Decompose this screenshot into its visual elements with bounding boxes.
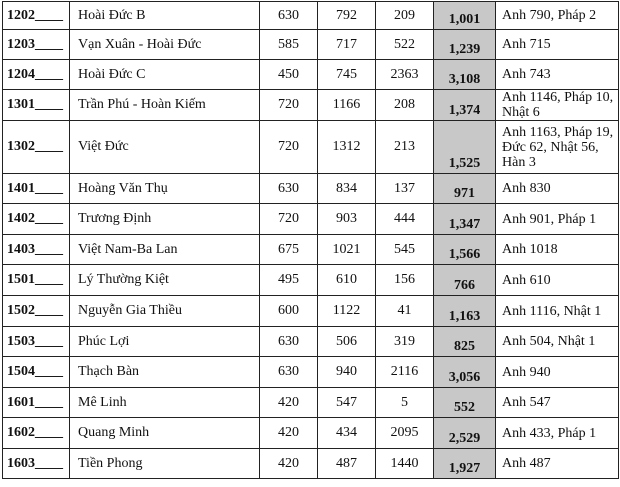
quota-cell: 630 (260, 357, 318, 388)
quota-cell: 450 (260, 60, 318, 90)
language-cell: Anh 433, Pháp 1 (496, 418, 619, 449)
school-code: 1502____ (3, 296, 70, 327)
total-cell: 1,927 (434, 449, 496, 479)
quota-cell: 420 (260, 449, 318, 479)
language-cell: Anh 715 (496, 30, 619, 60)
total-cell: 3,056 (434, 357, 496, 388)
school-code: 1204____ (3, 60, 70, 90)
language-cell: Anh 547 (496, 388, 619, 418)
second-choice-cell: 2095 (376, 418, 434, 449)
school-code: 1504____ (3, 357, 70, 388)
quota-cell: 600 (260, 296, 318, 327)
total-cell: 1,347 (434, 204, 496, 235)
quota-cell: 630 (260, 2, 318, 30)
second-choice-cell: 5 (376, 388, 434, 418)
registered-cell: 1021 (318, 235, 376, 265)
school-code: 1503____ (3, 327, 70, 357)
second-choice-cell: 209 (376, 2, 434, 30)
school-name: Trương Định (70, 204, 260, 235)
second-choice-cell: 137 (376, 174, 434, 204)
total-cell: 1,239 (434, 30, 496, 60)
table-row (3, 174, 619, 204)
table-row (3, 30, 619, 60)
language-cell: Anh 743 (496, 60, 619, 90)
total-cell: 2,529 (434, 418, 496, 449)
quota-cell: 720 (260, 90, 318, 121)
total-cell: 971 (434, 174, 496, 204)
language-cell: Anh 610 (496, 265, 619, 296)
registered-cell: 547 (318, 388, 376, 418)
total-cell: 825 (434, 327, 496, 357)
registered-cell: 903 (318, 204, 376, 235)
language-cell: Anh 1116, Nhật 1 (496, 296, 619, 327)
school-code: 1302____ (3, 121, 70, 174)
school-code: 1301____ (3, 90, 70, 121)
language-cell: Anh 1018 (496, 235, 619, 265)
school-code: 1601____ (3, 388, 70, 418)
language-cell: Anh 790, Pháp 2 (496, 2, 619, 30)
second-choice-cell: 41 (376, 296, 434, 327)
table-row (3, 418, 619, 449)
second-choice-cell: 444 (376, 204, 434, 235)
quota-cell: 420 (260, 418, 318, 449)
quota-cell: 720 (260, 121, 318, 174)
school-name: Việt Nam-Ba Lan (70, 235, 260, 265)
school-name: Phúc Lợi (70, 327, 260, 357)
registered-cell: 434 (318, 418, 376, 449)
quota-cell: 675 (260, 235, 318, 265)
quota-cell: 630 (260, 174, 318, 204)
registered-cell: 1122 (318, 296, 376, 327)
quota-cell: 720 (260, 204, 318, 235)
table-row (3, 90, 619, 121)
table-row (3, 449, 619, 479)
second-choice-cell: 319 (376, 327, 434, 357)
school-name: Hoài Đức B (70, 2, 260, 30)
quota-cell: 420 (260, 388, 318, 418)
school-name: Tiền Phong (70, 449, 260, 479)
registered-cell: 506 (318, 327, 376, 357)
registered-cell: 487 (318, 449, 376, 479)
language-cell: Anh 504, Nhật 1 (496, 327, 619, 357)
language-cell: Anh 1163, Pháp 19, Đức 62, Nhật 56, Hàn 3 (496, 121, 619, 174)
school-code: 1602____ (3, 418, 70, 449)
registered-cell: 792 (318, 2, 376, 30)
total-cell: 1,525 (434, 121, 496, 174)
table-row (3, 327, 619, 357)
table-row (3, 60, 619, 90)
school-code: 1402____ (3, 204, 70, 235)
quota-cell: 630 (260, 327, 318, 357)
school-code: 1203____ (3, 30, 70, 60)
school-name: Trần Phú - Hoàn Kiếm (70, 90, 260, 121)
registered-cell: 834 (318, 174, 376, 204)
school-name: Thạch Bàn (70, 357, 260, 388)
table-row (3, 296, 619, 327)
table-row (3, 121, 619, 174)
second-choice-cell: 522 (376, 30, 434, 60)
school-name: Lý Thường Kiệt (70, 265, 260, 296)
school-name: Vạn Xuân - Hoài Đức (70, 30, 260, 60)
total-cell: 766 (434, 265, 496, 296)
total-cell: 1,374 (434, 90, 496, 121)
second-choice-cell: 213 (376, 121, 434, 174)
quota-cell: 495 (260, 265, 318, 296)
table-row (3, 357, 619, 388)
language-cell: Anh 1146, Pháp 10, Nhật 6 (496, 90, 619, 121)
table-body (3, 2, 619, 479)
total-cell: 1,001 (434, 2, 496, 30)
table-row (3, 265, 619, 296)
school-code: 1202____ (3, 2, 70, 30)
total-cell: 1,163 (434, 296, 496, 327)
school-name: Nguyễn Gia Thiều (70, 296, 260, 327)
second-choice-cell: 2363 (376, 60, 434, 90)
registered-cell: 610 (318, 265, 376, 296)
school-code: 1603____ (3, 449, 70, 479)
school-code: 1403____ (3, 235, 70, 265)
second-choice-cell: 156 (376, 265, 434, 296)
second-choice-cell: 208 (376, 90, 434, 121)
table-row (3, 204, 619, 235)
table-row (3, 2, 619, 30)
second-choice-cell: 2116 (376, 357, 434, 388)
registered-cell: 940 (318, 357, 376, 388)
language-cell: Anh 830 (496, 174, 619, 204)
table-row (3, 235, 619, 265)
registered-cell: 1166 (318, 90, 376, 121)
total-cell: 552 (434, 388, 496, 418)
registered-cell: 745 (318, 60, 376, 90)
school-admission-table (2, 1, 619, 479)
total-cell: 1,566 (434, 235, 496, 265)
school-name: Mê Linh (70, 388, 260, 418)
school-name: Hoàng Văn Thụ (70, 174, 260, 204)
second-choice-cell: 545 (376, 235, 434, 265)
school-name: Việt Đức (70, 121, 260, 174)
table-row (3, 388, 619, 418)
school-name: Quang Minh (70, 418, 260, 449)
school-code: 1501____ (3, 265, 70, 296)
school-code: 1401____ (3, 174, 70, 204)
registered-cell: 1312 (318, 121, 376, 174)
second-choice-cell: 1440 (376, 449, 434, 479)
language-cell: Anh 901, Pháp 1 (496, 204, 619, 235)
language-cell: Anh 487 (496, 449, 619, 479)
language-cell: Anh 940 (496, 357, 619, 388)
total-cell: 3,108 (434, 60, 496, 90)
school-name: Hoài Đức C (70, 60, 260, 90)
quota-cell: 585 (260, 30, 318, 60)
registered-cell: 717 (318, 30, 376, 60)
